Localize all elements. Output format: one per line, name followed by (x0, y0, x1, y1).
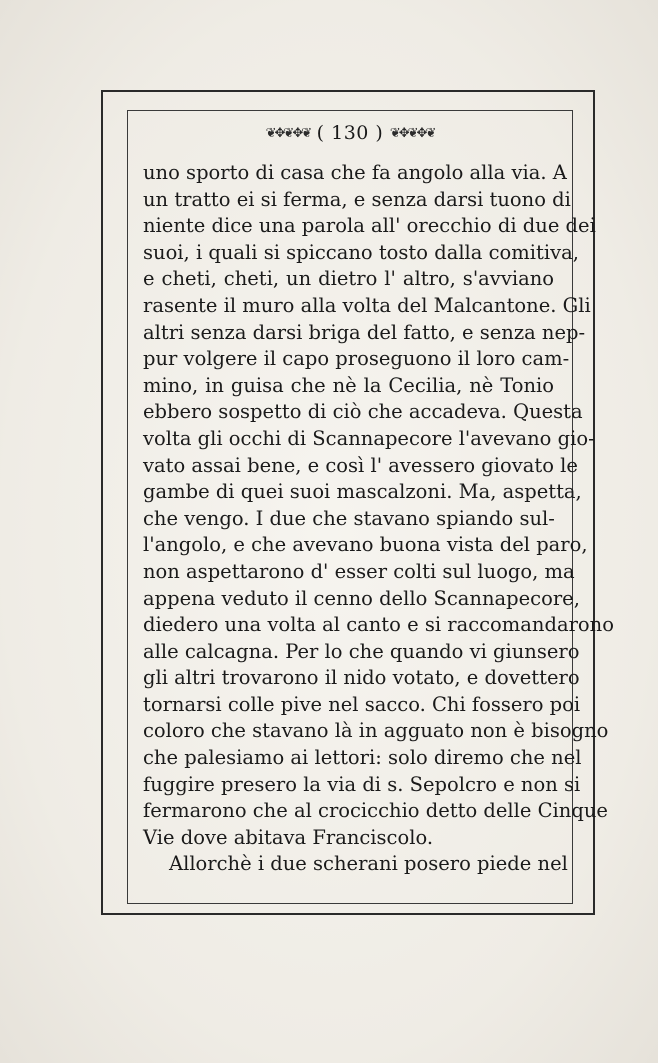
text-line: e cheti, cheti, un dietro l' altro, s'avviano (143, 267, 554, 291)
page-header (127, 122, 573, 144)
text-line: diedero una volta al canto e si raccomandarono (143, 613, 614, 637)
text-line: tornarsi colle pive nel sacco. Chi fossero poi (143, 692, 581, 716)
text-line: non aspettarono d' esser colti sul luogo, ma (143, 559, 575, 583)
text-line: ebbero sospetto di ciò che accadeva. Questa (143, 400, 583, 424)
text-line: pur volgere il capo proseguono il loro cam- (143, 347, 570, 371)
text-line: fermarono che al crocicchio detto delle Cinque (143, 799, 608, 823)
text-line: appena veduto il cenno dello Scannapecore, (143, 586, 580, 610)
page-number: ( 130 ) (316, 122, 384, 144)
text-line: volta gli occhi di Scannapecore l'avevano gio- (143, 426, 595, 450)
text-line: un tratto ei si ferma, e senza darsi tuono di (143, 187, 571, 211)
text-line: mino, in guisa che nè la Cecilia, nè Tonio (143, 373, 554, 397)
text-line: uno sporto di casa che fa angolo alla via. A (143, 161, 567, 184)
text-line: gli altri trovarono il nido votato, e dovettero (143, 666, 580, 690)
text-line: vato assai bene, e così l' avessero giovato le (143, 453, 578, 477)
text-line: alle calcagna. Per lo che quando vi giunsero (143, 639, 580, 663)
ornament-left-icon: ❦✥❦✥❦ (265, 126, 311, 141)
text-line: che palesiamo ai lettori: solo diremo che nel (143, 746, 582, 770)
text-line: rasente il muro alla volta del Malcantone. Gli (143, 293, 591, 317)
text-line: Allorchè i due scherani posero piede nel (169, 852, 568, 876)
text-line: coloro che stavano là in agguato non è bisogno (143, 719, 609, 743)
text-line: l'angolo, e che avevano buona vista del paro, (143, 533, 588, 557)
text-line: altri senza darsi briga del fatto, e senza nep- (143, 320, 586, 344)
text-line: niente dice una parola all' orecchio di due dei (143, 214, 596, 238)
text-line: gambe di quei suoi mascalzoni. Ma, aspetta, (143, 480, 582, 504)
text-line: che vengo. I due che stavano spiando sul- (143, 506, 555, 530)
text-line: fuggire presero la via di s. Sepolcro e non si (143, 772, 581, 796)
text-line: Vie dove abitava Franciscolo. (143, 825, 434, 849)
body-text (143, 160, 614, 878)
ornament-right-icon: ❦✥❦✥❦ (389, 126, 435, 141)
text-line: suoi, i quali si spiccano tosto dalla comitiva, (143, 240, 579, 264)
